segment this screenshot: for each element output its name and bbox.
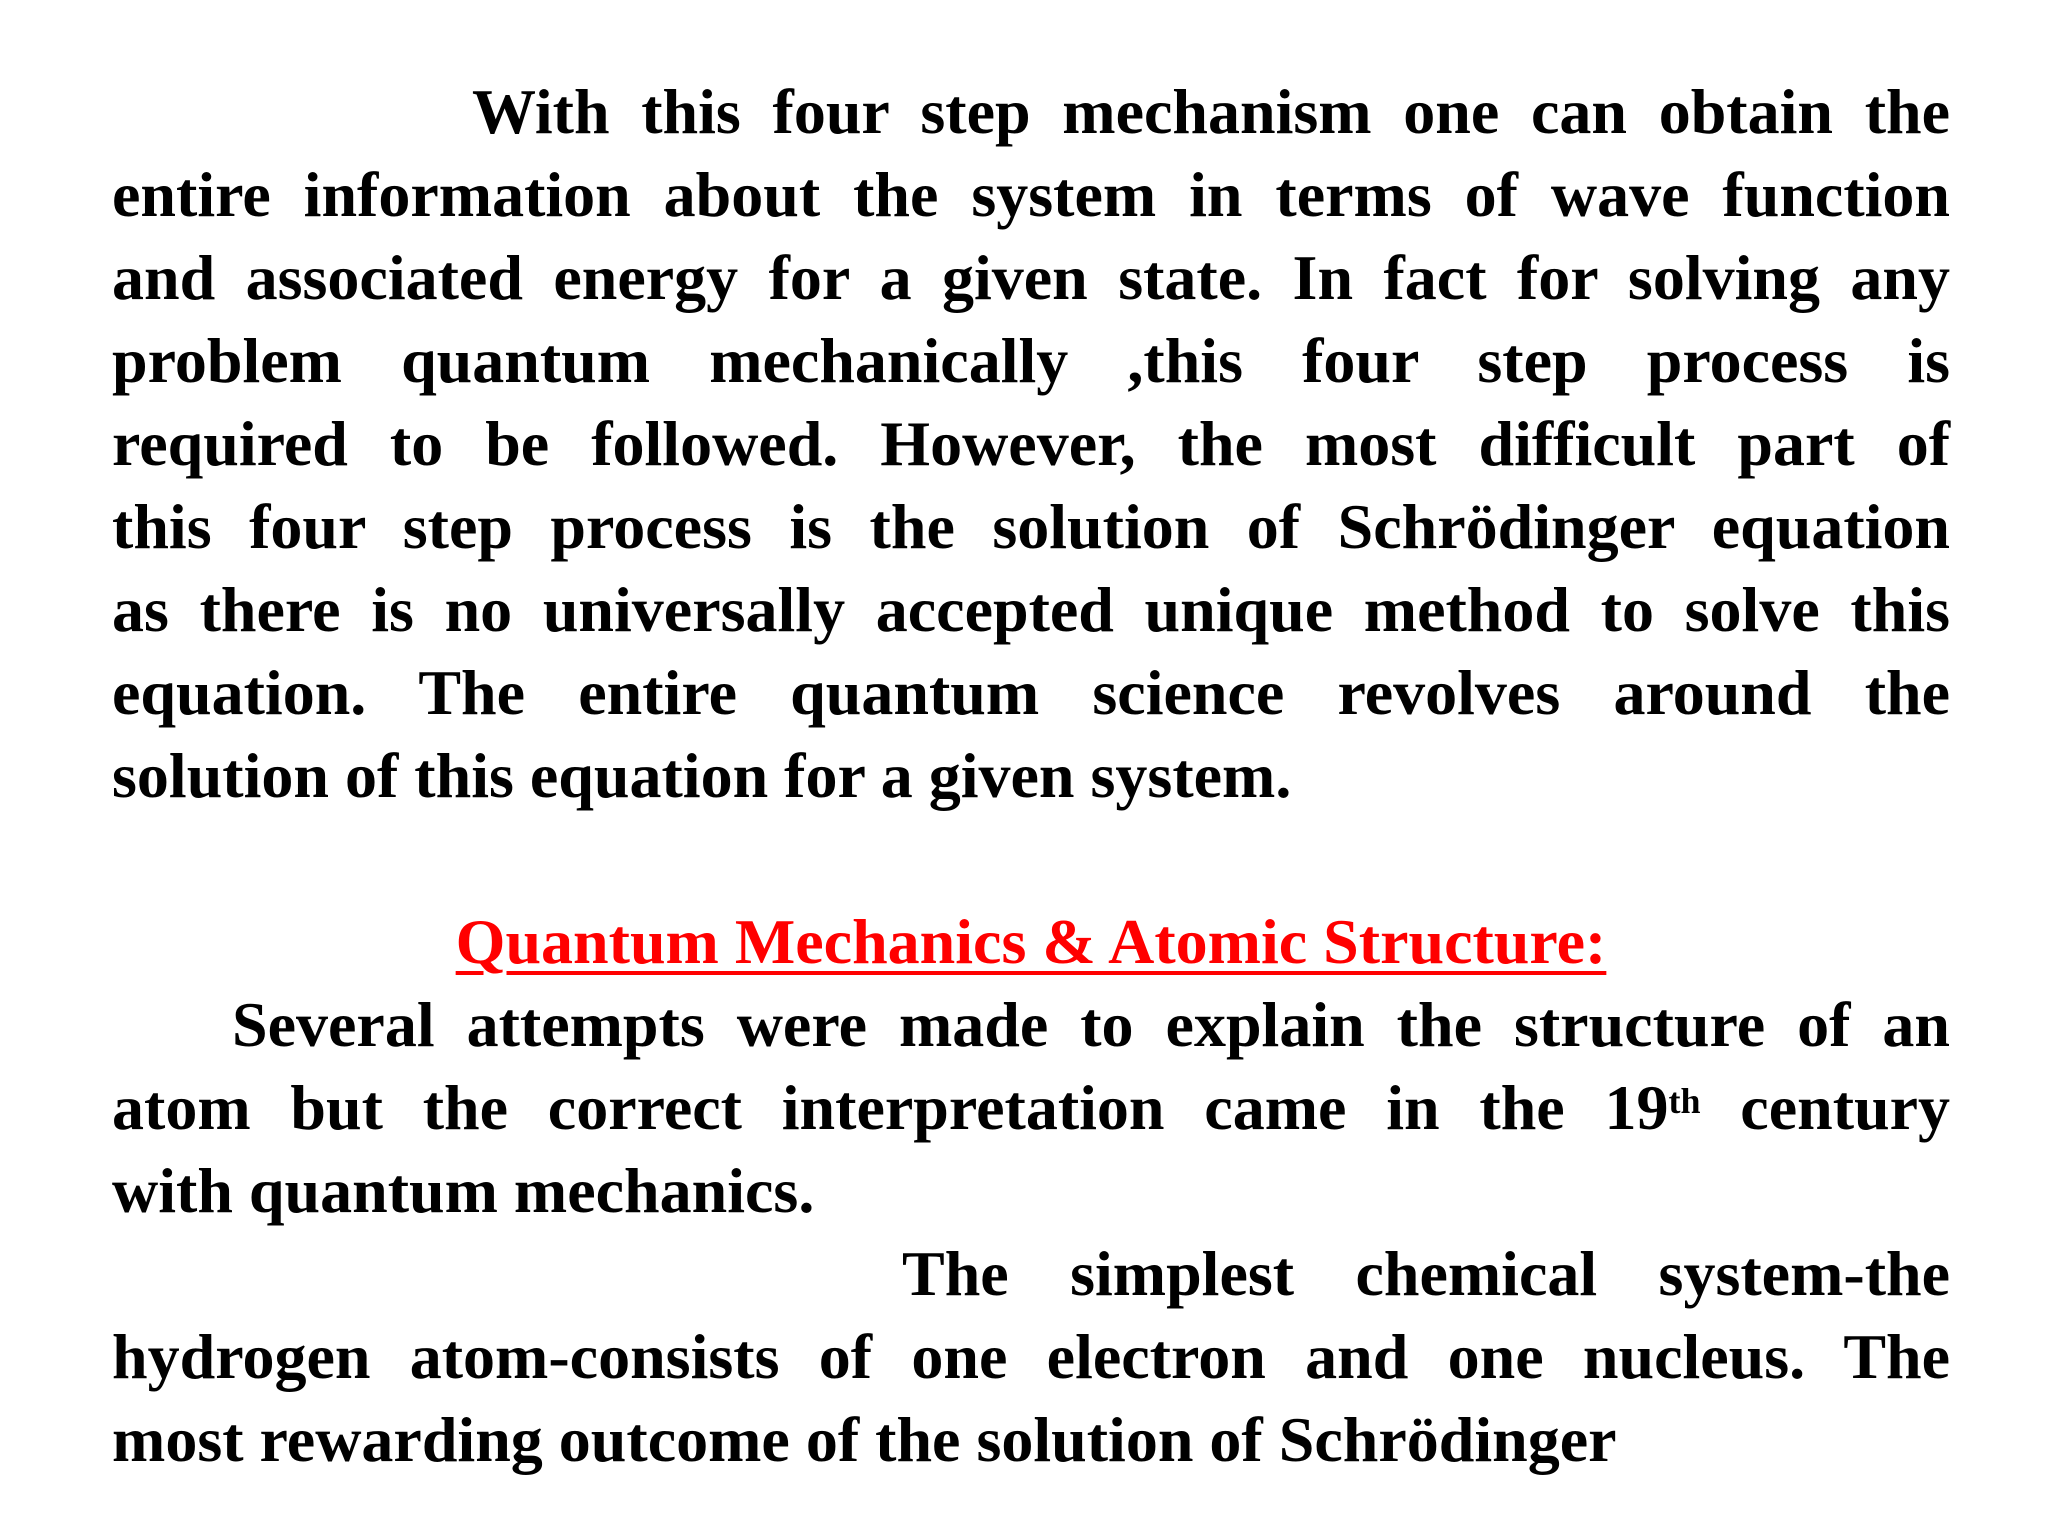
paragraph-spacer (112, 817, 1950, 900)
paragraph-four-step-mechanism (112, 70, 1950, 817)
paragraph-hydrogen-atom (112, 1232, 1950, 1481)
text-line: entire information about the system in terms of wave function (112, 159, 1950, 230)
paragraph-atomic-structure (112, 983, 1950, 1232)
ordinal-superscript: th (1668, 1081, 1701, 1121)
text-line: most rewarding outcome of the solution of Schrödinger (112, 1404, 1617, 1475)
text-line: and associated energy for a given state. In fact for solving any (112, 242, 1950, 313)
text-line: as there is no universally accepted unique method to solve this (112, 574, 1950, 645)
text-line: Several attempts were made to explain the structure of an (232, 989, 1950, 1060)
text-segment: century (1700, 1072, 1951, 1143)
text-line: this four step process is the solution of Schrödinger equation (112, 491, 1950, 562)
document-page (112, 70, 1950, 1481)
section-heading: Quantum Mechanics & Atomic Structure: (455, 906, 1607, 977)
text-line: with quantum mechanics. (112, 1155, 815, 1226)
text-line: required to be followed. However, the most difficult part of (112, 408, 1950, 479)
text-line: With this four step mechanism one can obtain the (472, 76, 1950, 147)
text-line: problem quantum mechanically ,this four step process is (112, 325, 1950, 396)
text-line: The simplest chemical system-the (902, 1238, 1950, 1309)
text-line: equation. The entire quantum science revolves around the (112, 657, 1950, 728)
text-line-with-superscript (112, 1066, 1950, 1149)
text-segment: atom but the correct interpretation came in the 19 (112, 1072, 1669, 1143)
text-line: hydrogen atom-consists of one electron and one nucleus. The (112, 1321, 1950, 1392)
text-line: solution of this equation for a given system. (112, 740, 1292, 811)
